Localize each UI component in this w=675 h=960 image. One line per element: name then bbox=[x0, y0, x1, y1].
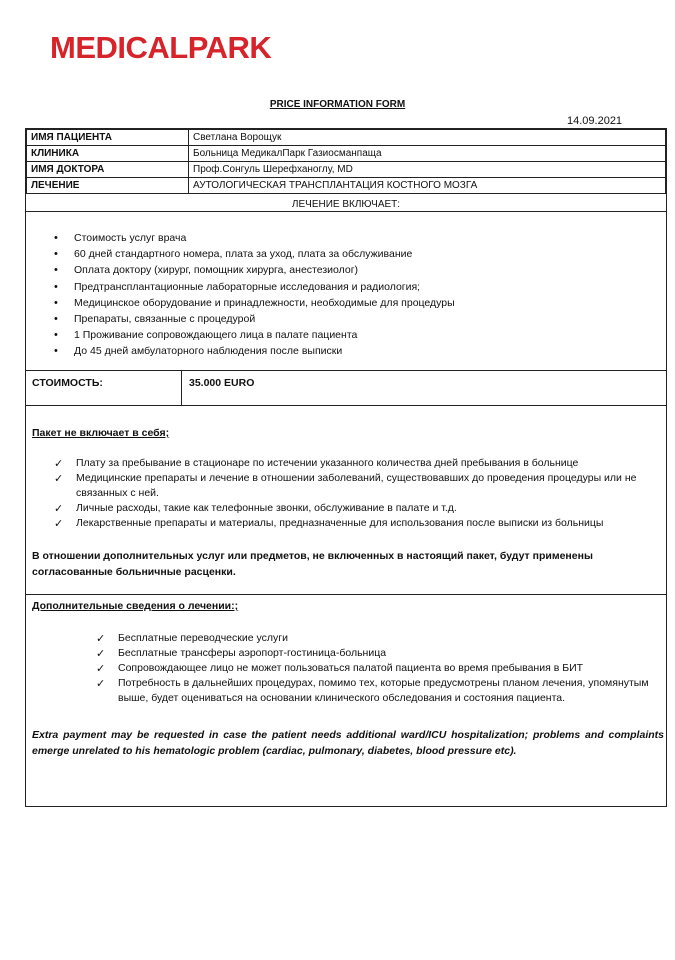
includes-heading: ЛЕЧЕНИЕ ВКЛЮЧАЕТ: bbox=[291, 199, 401, 210]
divider bbox=[26, 370, 666, 371]
list-item: • Препараты, связанные с процедурой bbox=[54, 311, 455, 327]
treatment-value: АУТОЛОГИЧЕСКАЯ ТРАНСПЛАНТАЦИЯ КОСТНОГО МОЗГА bbox=[189, 178, 666, 194]
doctor-value: Проф.Сонгуль Шерефханоглу, MD bbox=[189, 162, 666, 178]
excludes-note: В отношении дополнительных услуг или предметов, не включенных в настоящий пакет, будут применены согласованные больничные расценки. bbox=[32, 550, 593, 578]
list-item: • Медицинское оборудование и принадлежности, необходимые для процедуры bbox=[54, 295, 455, 311]
patient-name-value: Светлана Ворощук bbox=[189, 130, 666, 146]
list-item: • 60 дней стандартного номера, плата за уход, плата за обслуживание bbox=[54, 246, 455, 262]
divider bbox=[26, 405, 666, 406]
additional-list bbox=[96, 631, 661, 706]
excludes-title: Пакет не включает в себя; bbox=[32, 427, 170, 439]
table-row bbox=[27, 178, 666, 194]
additional-title: Дополнительные сведения о лечении:; bbox=[32, 600, 239, 612]
list-item: • Предтрансплантационные лабораторные исследования и радиология; bbox=[54, 279, 455, 295]
list-item: • Стоимость услуг врача bbox=[54, 230, 455, 246]
table-row bbox=[27, 130, 666, 146]
list-item: • Оплата доктору (хирург, помощник хирурга, анестезиолог) bbox=[54, 262, 455, 278]
list-item: • До 45 дней амбулаторного наблюдения после выписки bbox=[54, 343, 455, 359]
patient-info-table bbox=[26, 129, 666, 194]
extra-payment-note: Extra payment may be requested in case the patient needs additional ward/ICU hospitalization; problems and complaints emerge unrelated to his hematologic problem (cardiac, pulmonary, diabetes, blood pressure etc). bbox=[32, 729, 664, 757]
treatment-label: ЛЕЧЕНИЕ bbox=[27, 178, 189, 194]
includes-list bbox=[54, 230, 455, 360]
clinic-label: КЛИНИКА bbox=[27, 146, 189, 162]
list-item: ✓ Лекарственные препараты и материалы, предназначенные для использования после выписки из больницы bbox=[54, 516, 664, 531]
list-item: • 1 Проживание сопровождающего лица в палате пациента bbox=[54, 327, 455, 343]
divider bbox=[181, 370, 182, 405]
price-form-sheet bbox=[25, 128, 667, 807]
clinic-value: Больница МедикалПарк Газиосманпаща bbox=[189, 146, 666, 162]
doctor-label: ИМЯ ДОКТОРА bbox=[27, 162, 189, 178]
cost-value: 35.000 EURO bbox=[189, 377, 255, 389]
list-item: ✓ Потребность в дальнейших процедурах, помимо тех, которые предусмотрены планом лечения, упомянутым выше, будет оцениваться на основании клинического обследования и состояния пациента. bbox=[96, 676, 661, 706]
table-row bbox=[27, 162, 666, 178]
cost-label: СТОИМОСТЬ: bbox=[32, 377, 103, 389]
list-item: ✓ Плату за пребывание в стационаре по истечении указанного количества дней пребывания в больнице bbox=[54, 456, 664, 471]
list-item: ✓ Личные расходы, такие как телефонные звонки, обслуживание в палате и т.д. bbox=[54, 501, 664, 516]
list-item: ✓ Бесплатные трансферы аэропорт-гостиница-больница bbox=[96, 646, 661, 661]
list-item: ✓ Бесплатные переводческие услуги bbox=[96, 631, 661, 646]
form-date: 14.09.2021 bbox=[567, 115, 623, 127]
medicalpark-logo: MEDICALPARK bbox=[50, 30, 272, 65]
table-row bbox=[27, 146, 666, 162]
list-item: ✓ Сопровождающее лицо не может пользоваться палатой пациента во время пребывания в БИТ bbox=[96, 661, 661, 676]
patient-name-label: ИМЯ ПАЦИЕНТА bbox=[27, 130, 189, 146]
list-item: ✓ Медицинские препараты и лечение в отношении заболеваний, существовавших до проведения процедуры или не связанных с ней. bbox=[54, 471, 664, 501]
excludes-list bbox=[54, 456, 664, 531]
form-title: PRICE INFORMATION FORM bbox=[269, 99, 406, 110]
divider bbox=[26, 594, 666, 595]
divider bbox=[26, 211, 666, 212]
